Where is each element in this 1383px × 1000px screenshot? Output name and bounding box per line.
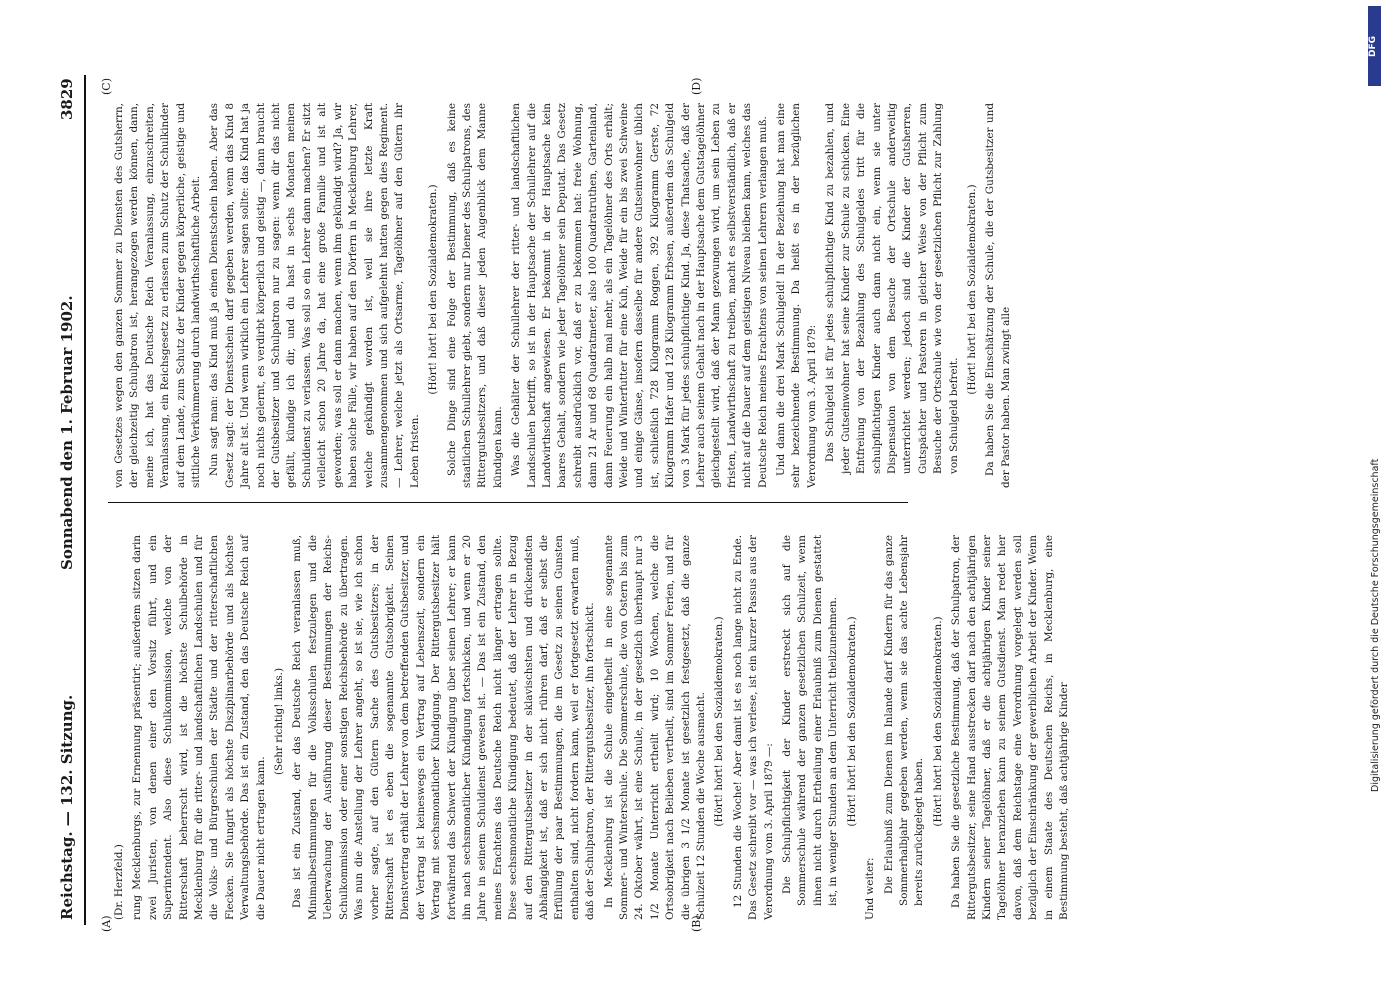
interjection: (Hört! hört! bei den Sozialdemokraten.): [965, 184, 978, 395]
margin-marker-a: (A): [100, 915, 113, 932]
quotation: Die Schulpflichtigkeit der Kinder erstreckt sich auf die Sommerschule während der ganzen gesetzlichen Schulzeit, wenn ihnen nicht durch Ertheilung einer Erlaubniß zum Dienen gestattet ist, in weniger Stunden an dem Unterricht theilzunehmen.: [781, 535, 840, 906]
margin-marker-c: (C): [100, 78, 113, 95]
paragraph: von Gesetzes wegen den ganzen Sommer zu Diensten des Gutsherrn, der gleichzeitig Schulpatron ist, herangezogen werden können, dann, meine ich, hat das Deutsche Reich Veranlassung, einzuschreiten, Veranlassung, ein Reichsgesetz zu erlassen zum Schutz der Schulkinder auf dem Lande, zum Schutz der Kinder gegen körperliche, geistige und sittliche Verkümmerung durch landwirthschaftliche Arbeit.: [113, 103, 203, 488]
running-head-center: Sonnabend den 1. Februar 1902.: [58, 295, 76, 570]
column-divider: [108, 502, 908, 503]
paragraph: Was die Gehälter der Schullehrer der ritter- und landschaftlichen Landschulen betrifft, so ist in der Hauptsache der Schullehrer auf die Landwirthschaft angewiesen. Er bekommt in der Hauptsache kein baares Gehalt, sondern wie jeder Tagelöhner sein Deputat. Das Gesetz schreibt ausdrücklich vor, daß er zu bekommen hat: freie Wohnung, dann 21 Ar und 68 Quadratmeter, also 100 Quadratruthen, Gartenland, dann Feuerung ein halb mal mehr, als ein Tagelöhner des Orts erhält; Weide und Winterfutter für eine Kuh, Weide für ein bis zwei Schweine und einige Gänse, insofern dasselbe für andere Gutseinwohner üblich ist, schließlich 728 Kilogramm Roggen, 392 Kilogramm Gerste, 72 Kilogramm Hafer und 128 Kilogramm Erbsen, außerdem das Schulgeld von 3 Mark für jedes schulpflichtige Kind. Ja, diese Thatsache, daß der Lehrer auch seinem Gehalt nach in der Hauptsache dem Gutstagelöhner gleichgestellt wird, daß der Mann gezwungen wird, um sein Leben zu fristen, Landwirthschaft zu treiben, macht es selbstverständlich, daß er nicht auf die Dauer auf dem geistigen Niveau bleiben kann, welches das Deutsche Reich meines Erachtens von seinen Lehrern verlangen muß.: [510, 103, 769, 488]
right-column: [112, 103, 1012, 488]
paragraph: rung Mecklenburgs, zur Ernennung präsentirt; außerdem sitzen darin zwei Juristen, von denen einer den Vorsitz führt, und ein Superintendent. Also diese Schulkommission, welche von der Ritterschaft beherrscht wird, ist die höchste Schulbehörde in Mecklenburg für die ritter- und landschaftlichen Landschulen und für die Volks- und Bürgerschulen der Städte und der ritterschaftlichen Flecken. Sie fungirt als höchste Disziplinarbehörde und als höchste Verwaltungsbehörde. Das ist ein Zustand, den das Deutsche Reich auf die Dauer nicht ertragen kann.: [131, 535, 267, 920]
page-number: 3829: [58, 78, 76, 120]
dfg-logo-text: DFG: [1368, 35, 1378, 57]
header-rule: [84, 75, 86, 925]
paragraph: Und weiter:: [864, 857, 877, 920]
quotation: Die Erlaubniß zum Dienen im Inlande darf Kindern für das ganze Sommerhalbjahr gegeben werden, wenn sie das achte Lebensjahr bereits zurückgelegt haben.: [882, 535, 926, 906]
left-column: [112, 535, 1070, 920]
interjection: (Hört! hört! bei den Sozialdemokraten.): [713, 616, 726, 827]
paragraph: Und dann die drei Mark Schulgeld! In der Beziehung hat man eine sehr bezeichnende Bestimmung. Da heißt es in der bezüglichen Verordnung vom 3. April 1879:: [775, 103, 818, 488]
digitization-credit: Digitalisierung gefördert durch die Deutsche Forschungsgemeinschaft: [1370, 458, 1381, 792]
speaker-line: (Dr. Herzfeld.): [113, 844, 125, 920]
paragraph: Solche Dinge sind eine Folge der Bestimmung, daß es keine staatlichen Schullehrer giebt, sondern nur Diener des Schulpatrons, des Rittergutsbesitzers, und daß dieser jeden Augenblick dem Manne kündigen kann.: [445, 103, 504, 488]
paragraph: 12 Stunden die Woche! Aber damit ist es noch lange nicht zu Ende. Das Gesetz schreibt vor — was ich verlese, ist ein kurzer Passus aus der Verordnung vom 3. April 1879 —:: [731, 535, 775, 920]
interjection: (Hört! hört! bei den Sozialdemokraten.): [845, 616, 858, 827]
paragraph: Da haben Sie die Einschätzung der Schule, die der Gutsbesitzer und der Pastor haben. Man zwingt alle: [984, 103, 1012, 488]
interjection: (Hört! hört! bei den Sozialdemokraten.): [427, 184, 440, 395]
margin-marker-d: (D): [690, 77, 703, 95]
paragraph: Nun sagt man: das Kind muß ja einen Dienstschein haben. Aber das Gesetz sagt: der Dienstschein darf gegeben werden, wenn das Kind 8 Jahre alt ist. Und wenn wirklich ein Lehrer sagen sollte: das Kind hat ja noch nichts gelernt, es verdirbt körperlich und geistig —, dann braucht der Gutsbesitzer und Schulpatron nur zu sagen: wenn dir das nicht gefällt, kündige ich dir, und du hast in sechs Monaten meinen Schuldienst zu verlassen. Was soll so ein Lehrer dann machen? Er sitzt vielleicht schon 20 Jahre da, hat eine große Familie und ist alt geworden; was soll er dann machen, wenn ihm gekündigt wird? Ja, wir haben solche Fälle, wir haben auf den Dörfern in Mecklenburg Lehrer, welche gekündigt worden ist, weil sie ihre letzte Kraft zusammengenommen und sich aufgelehnt hatten gegen dies Regiment. — Lehrer, welche jetzt als Ortsarme, Tagelöhner auf den Gütern ihr Leben fristen.: [208, 103, 421, 488]
margin-marker-b: (B): [690, 915, 703, 932]
quotation: Das Schulgeld ist für jedes schulpflichtige Kind zu bezahlen, und jeder Gutseinwohner hat seine Kinder zur Schule zu schicken. Eine Entfreiung von der Bezahlung des Schulgeldes tritt für die schulpflichtigen Kinder auch dann nicht ein, wenn sie unter Dispensation von dem Besuche der Ortschule anderweitig unterrichtet werden; jedoch sind die Kinder der Gutsherren, Gutspächter und Pastoren in gleicher Weise von der Pflicht zum Besuche der Ortschule wie von der gesetzlichen Pflicht zur Zahlung von Schulgeld befreit.: [824, 103, 960, 474]
interjection: (Sehr richtig! links.): [273, 667, 286, 776]
paragraph: In Mecklenburg ist die Schule eingetheilt in eine sogenannte Sommer- und Winterschule. Die Sommerschule, die von Ostern bis zum 24. Oktober währt, ist eine Schule, in der gesetzlich überhaupt nur 3 1/2 Monate Unterricht ertheilt wird; 10 Wochen, welche die Ortsobrigkeit nach Belieben vertheilt, sind im Sommer Ferien, und für die übrigen 3 1/2 Monate ist gesetzlich festgesetzt, daß die ganze Schulzeit 12 Stunden die Woche ausmacht.: [602, 535, 708, 920]
paragraph: Das ist ein Zustand, der das Deutsche Reich veranlassen muß, Minimalbestimmungen für die Volksschulen festzulegen und die Ueberwachung der Ausführung dieser Bestimmungen der Reichs-Schulkommission oder einer sonstigen Reichsbehörde zu übertragen. Was nun die Anstellung der Lehrer angeht, so ist sie, wie ich schon vorher sagte, auf den Gütern Sache des Gutsbesitzers; in der Ritterschaft ist es eben die sogenannte Gutsobrigkeit. Seinen Dienstvertrag erhält der Lehrer von dem betreffenden Gutsbesitzer, und der Vertrag ist keineswegs ein Vertrag auf Lebenszeit, sondern ein Vertrag mit sechsmonatlicher Kündigung. Der Rittergutsbesitzer hält fortwährend das Schwert der Kündigung über seinen Lehrer; er kann ihn nach sechsmonatlicher Kündigung fortschicken, und wenn er 20 Jahre in seinem Schuldienst gewesen ist. — Das ist ein Zustand, den meines Erachtens das Deutsche Reich nicht länger ertragen sollte. Diese sechsmonatliche Kündigung bedeutet, daß der Lehrer in Bezug auf den Rittergutsbesitzer in der sklavischsten und drückendsten Abhängigkeit ist, daß er sich nicht rühren darf, daß er selbst die Erfüllung der paar Bestimmungen, die im Gesetz zu seinen Gunsten enthalten sind, nicht fordern kann, weil er fortgesetzt erwarten muß, daß der Schulpatron, der Rittergutsbesitzer, ihn fortschickt.: [291, 535, 597, 920]
paragraph: Da haben Sie die gesetzliche Bestimmung, daß der Schulpatron, der Rittergutsbesitzer, seine Hand ausstrecken darf nach den achtjährigen Kindern seiner Tagelöhner, daß er die achtjährigen Kinder seiner Tagelöhner heranziehen kann zu seinem Gutsdienst. Man redet hier davon, daß dem Reichstage eine Verordnung vorgelegt werden soll bezüglich der Einschränkung der gewerblichen Arbeit der Kinder. Wenn in einem Staate des Deutschen Reichs, in Mecklenburg, eine Bestimmung besteht, daß achtjährige Kinder: [950, 535, 1070, 920]
interjection: (Hört! hört! bei den Sozialdemokraten.): [931, 616, 944, 827]
running-head-left: Reichstag. — 132. Sitzung.: [58, 694, 76, 920]
